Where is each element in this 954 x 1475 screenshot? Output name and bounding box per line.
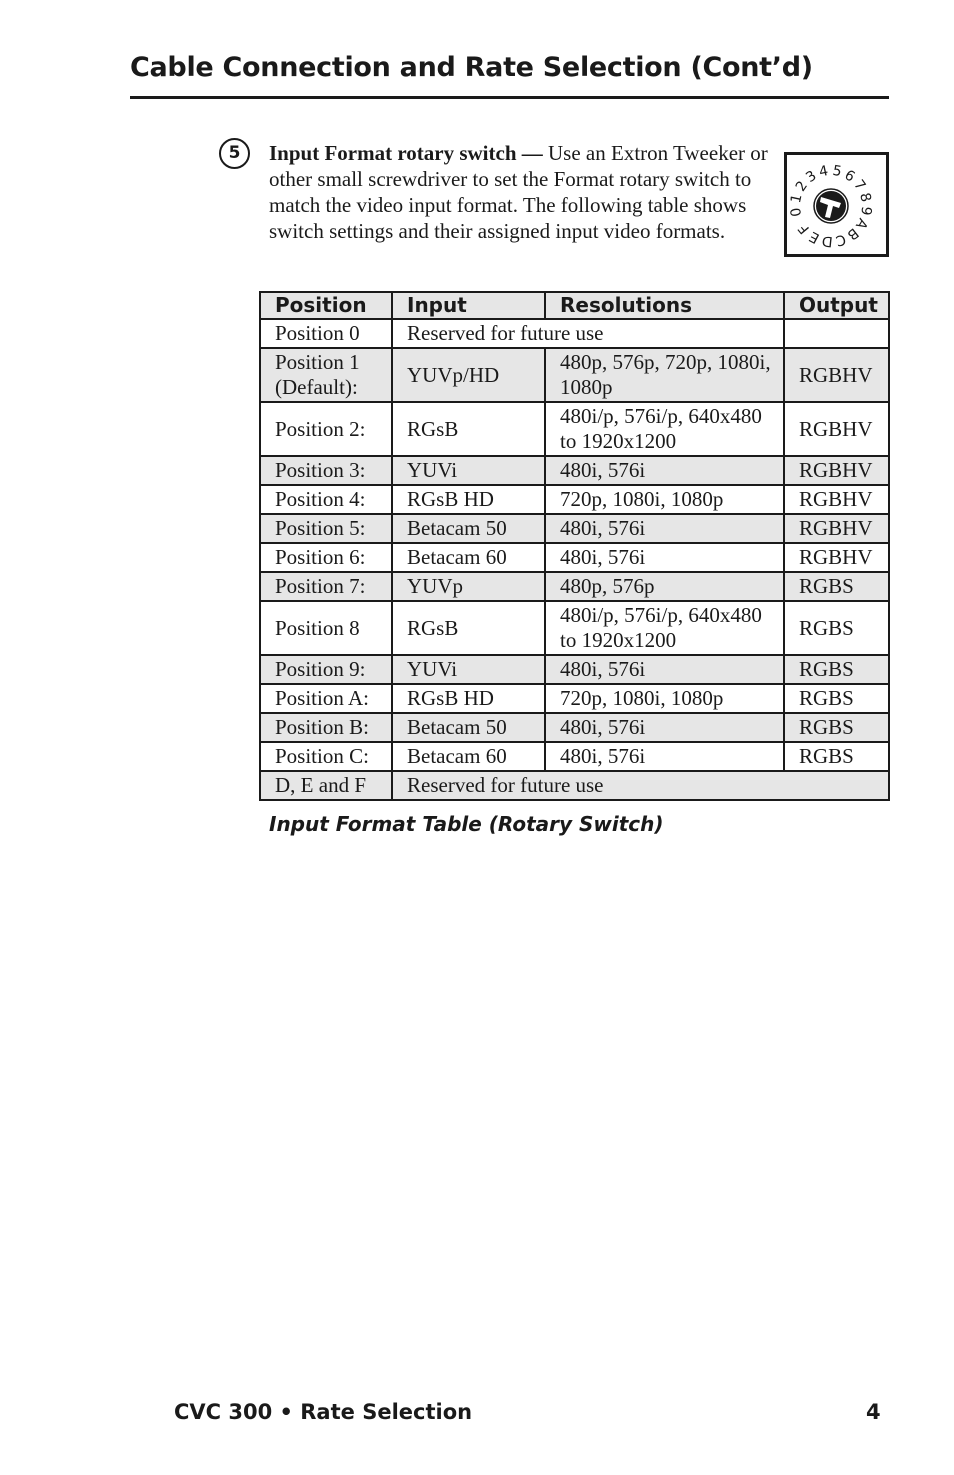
input-format-table — [259, 291, 890, 801]
table-row — [260, 514, 889, 543]
step-description — [269, 140, 779, 244]
footer-title: CVC 300 • Rate Selection — [174, 1400, 473, 1424]
cell-input: Betacam 50 — [392, 514, 545, 543]
table-row — [260, 572, 889, 601]
rotary-switch-icon — [784, 152, 889, 257]
cell-position: Position 2: — [260, 402, 392, 456]
header-rule — [130, 96, 889, 99]
table-row — [260, 655, 889, 684]
cell-resolutions: 480i, 576i — [545, 456, 784, 485]
cell-output: RGBS — [784, 572, 889, 601]
cell-input: YUVi — [392, 655, 545, 684]
dial-label: B — [843, 224, 862, 243]
dial-label: C — [833, 230, 848, 249]
cell-input: YUVp — [392, 572, 545, 601]
dial-label: E — [806, 227, 823, 247]
cell-input: RGsB HD — [392, 485, 545, 514]
cell-resolutions: 720p, 1080i, 1080p — [545, 684, 784, 713]
cell-resolutions: 480i/p, 576i/p, 640x480 to 1920x1200 — [545, 402, 784, 456]
header-output: Output — [784, 292, 889, 319]
dial-label: D — [821, 232, 834, 250]
cell-position: Position 7: — [260, 572, 392, 601]
dial-label: 9 — [857, 205, 875, 217]
header-position: Position — [260, 292, 392, 319]
table-row — [260, 713, 889, 742]
cell-reserved: Reserved for future use — [392, 771, 889, 800]
table-row — [260, 684, 889, 713]
step-title: Input Format rotary switch — — [269, 141, 543, 165]
page-title: Cable Connection and Rate Selection (Cont’d) — [130, 52, 813, 83]
dial-label: 6 — [841, 167, 858, 186]
cell-position: Position 3: — [260, 456, 392, 485]
table-caption: Input Format Table (Rotary Switch) — [269, 812, 664, 836]
dial-label: 4 — [817, 163, 830, 181]
cell-output: RGBS — [784, 713, 889, 742]
table-row — [260, 601, 889, 655]
table-row — [260, 348, 889, 402]
cell-output: RGBS — [784, 601, 889, 655]
cell-position: Position 6: — [260, 543, 392, 572]
cell-output: RGBHV — [784, 485, 889, 514]
cell-resolutions: 480i, 576i — [545, 713, 784, 742]
cell-resolutions: 480i, 576i — [545, 514, 784, 543]
cell-output: RGBS — [784, 742, 889, 771]
table-row — [260, 543, 889, 572]
cell-position: Position 4: — [260, 485, 392, 514]
cell-output: RGBHV — [784, 456, 889, 485]
table-row — [260, 771, 889, 800]
header-input: Input — [392, 292, 545, 319]
table-row — [260, 742, 889, 771]
dial-label: 5 — [831, 162, 843, 181]
cell-position: Position 9: — [260, 655, 392, 684]
cell-position: Position 1 (Default): — [260, 348, 392, 402]
cell-position: Position 0 — [260, 319, 392, 348]
cell-resolutions: 720p, 1080i, 1080p — [545, 485, 784, 514]
table-header-row — [260, 292, 889, 319]
cell-input: Betacam 60 — [392, 543, 545, 572]
table-row — [260, 402, 889, 456]
cell-output: RGBHV — [784, 348, 889, 402]
dial-label: F — [795, 220, 813, 237]
header-resolutions: Resolutions — [545, 292, 784, 319]
cell-position: Position A: — [260, 684, 392, 713]
cell-input: RGsB HD — [392, 684, 545, 713]
rotary-switch-graphic — [787, 155, 886, 254]
cell-resolutions: 480p, 576p — [545, 572, 784, 601]
dial-label: 7 — [850, 177, 869, 194]
cell-output: RGBHV — [784, 514, 889, 543]
cell-output: RGBHV — [784, 402, 889, 456]
table-row — [260, 319, 889, 348]
cell-output: RGBHV — [784, 543, 889, 572]
cell-output — [784, 319, 889, 348]
cell-resolutions: 480p, 576p, 720p, 1080i, 1080p — [545, 348, 784, 402]
step-text: Use an Extron Tweeker or other small screwdriver to set the Format rotary switch to match the video input format. The following table shows switch settings and their assigned input video formats. — [269, 141, 768, 243]
cell-position: Position 5: — [260, 514, 392, 543]
cell-resolutions: 480i/p, 576i/p, 640x480 to 1920x1200 — [545, 601, 784, 655]
cell-input: YUVi — [392, 456, 545, 485]
cell-output: RGBS — [784, 655, 889, 684]
table-row — [260, 456, 889, 485]
cell-position: Position C: — [260, 742, 392, 771]
cell-output: RGBS — [784, 684, 889, 713]
cell-resolutions: 480i, 576i — [545, 655, 784, 684]
table-row — [260, 485, 889, 514]
cell-input: YUVp/HD — [392, 348, 545, 402]
dial-label: 3 — [803, 167, 820, 187]
cell-resolutions: 480i, 576i — [545, 543, 784, 572]
page-number: 4 — [866, 1400, 881, 1424]
dial-label: 0 — [787, 206, 806, 218]
cell-reserved: Reserved for future use — [392, 319, 784, 348]
cell-position: D, E and F — [260, 771, 392, 800]
dial-label: 8 — [856, 191, 874, 204]
cell-input: Betacam 60 — [392, 742, 545, 771]
cell-input: RGsB — [392, 601, 545, 655]
cell-resolutions: 480i, 576i — [545, 742, 784, 771]
dial-label: 1 — [788, 192, 806, 205]
cell-position: Position B: — [260, 713, 392, 742]
cell-input: RGsB — [392, 402, 545, 456]
step-number-badge: 5 — [219, 138, 250, 169]
dial-label: 2 — [792, 178, 812, 195]
cell-input: Betacam 50 — [392, 713, 545, 742]
dial-label: A — [851, 215, 871, 232]
cell-position: Position 8 — [260, 601, 392, 655]
